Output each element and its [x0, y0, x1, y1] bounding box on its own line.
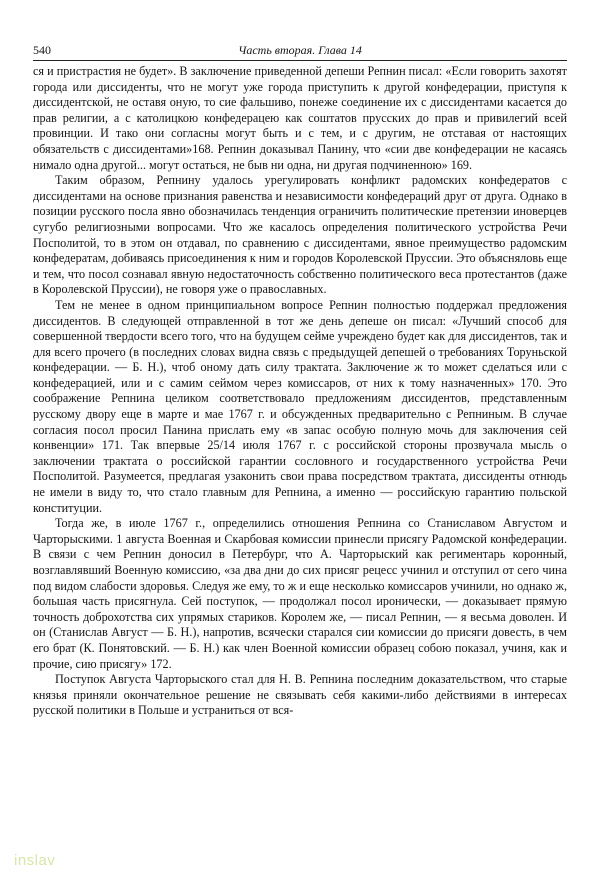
paragraph-3: Тем не менее в одном принципиальном вопросе Репнин полностью поддержал предложения диссидентов. В следующей отправленной в тот же день депеше он писал: «Лучший способ для совершенной твердости всего того, что на будущем сейме учреждено будет как для диссидентов, так и для всего прочего (в последних словах видна связь с предыдущей депешей о требованиях Торуньской конфедерации. — Б. Н.), чтоб оному дать силу трактата. Заключение ж то может сделаться или с конфедерацией, или и с самим сеймом через комиссаров, от них к тому назначенных» 170. Это соображение Репнина целиком соответствовало предложениям диссидентов, представленным русскому двору еще в марте и мае 1767 г. и обсужденных предварительно с Репниным. В случае согласия посол просил Панина прислать ему «в запас особую полную мочь для заключения сей конвенции» 171. Так впервые 25/14 июля 1767 г. с российской стороны прозвучала мысль о заключении трактата о российской гарантии сословного и государственного устройства Речи Посполитой. Разумеется, предлагая узаконить свои права посредством трактата, диссиденты отнюдь не имели в виду то, что стало главным для Репнина, а именно — российскую гарантию польской конституции.	[33, 297, 567, 515]
paragraph-5: Поступок Августа Чарторыского стал для Н. В. Репнина последним доказательством, что старые князья приняли окончательное решение не связывать себя какими-либо действиями в интересах русской политики в Польше и устраниться от вся-	[33, 672, 567, 718]
watermark: inslav	[14, 852, 56, 869]
paragraph-4: Тогда же, в июле 1767 г., определились отношения Репнина со Станиславом Августом и Чарторыскими. 1 августа Военная и Скарбовая комиссии принесли присягу Радомской конфедерации. В связи с чем Репнин доносил в Петербург, что А. Чарторыский как региментарь коронный, возглавлявший Военную комиссию, «за два дни до сих присяг рецесс учинил и отступил от сего чина под видом слабости здоровья. Следуя же ему, то ж и еще несколько комиссаров учинили, но однако ж, большая часть присягнула. Сей поступок, — продолжал посол иронически, — доказывает прямую точность доброхотства сих упрямых стариков. Королем же, — писал Репнин, — я весьма доволен. И он (Станислав Август — Б. Н.), напротив, всячески старался сии комиссии до присяги довесть, в чем его брат (К. Понятовский. — Б. Н.) как член Военной комиссии образец собою показал, учиня, как и прочие, сию присягу» 172.	[33, 516, 567, 671]
paragraph-1: ся и пристрастия не будет». В заключение приведенной депеши Репнин писал: «Если говорить захотят города или диссиденты, что не могут уже города приступить к другой конфедерации, приступя к диссидентской, не оставя оную, то сие фальшиво, понеже соединение их с диссидентами касается до прав религии, а с католицкою конфедерацею как соштатов прусских до прав и привилегий всей провинции. И тако они согласны могут быть и с тем, и с другим, не отставая от настоящих обязательств с диссидентами»168. Репнин доказывал Панину, что «сии две конфедерации не касаясь нимало одна другой... могут остаться, не быв ни одна, ни другая подчиненною» 169.	[33, 64, 567, 172]
running-head: Часть вторая. Глава 14	[238, 43, 362, 57]
body-text	[33, 64, 567, 719]
header-rule	[33, 60, 567, 61]
page-number: 540	[33, 43, 51, 57]
paragraph-2: Таким образом, Репнину удалось урегулировать конфликт радомских конфедератов с диссидентами на основе признания равенства и независимости конфедераций друг от друга. Однако в позиции русского посла явно обозначилась тенденция ограничить политические претензии иноверцев сугубо религиозными вопросами. Что же касалось определения политического устройства Речи Посполитой, то в этом он отдавал, по сравнению с диссидентами, явное преимущество радомским конфедератам, добиваясь присоединения к ним и городов Королевской Пруссии. Это объясняловь еще и тем, что посол сознавал явную недостаточность собственно политического веса протестантов (даже в Королевской Пруссии), не говоря уже о православных.	[33, 173, 567, 297]
page-header	[33, 40, 567, 60]
